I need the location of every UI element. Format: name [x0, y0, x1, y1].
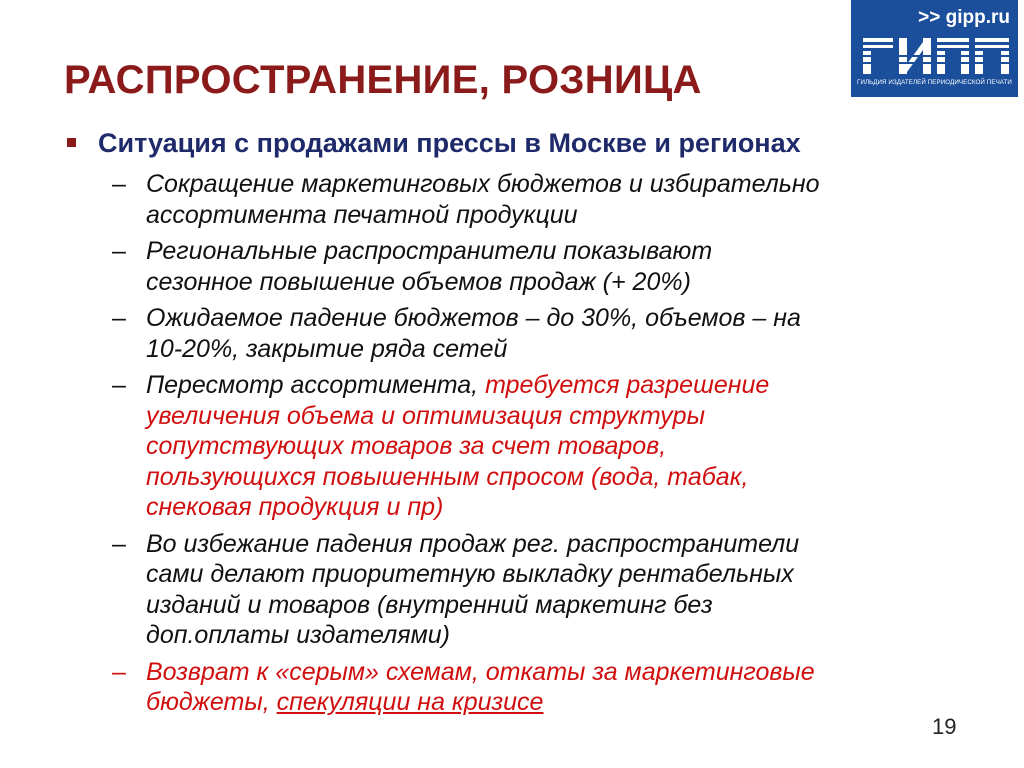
sub-bullet-list — [112, 169, 992, 724]
logo-url-text: >> gipp.ru — [918, 7, 1010, 28]
logo-caption: ГИЛЬДИЯ ИЗДАТЕЛЕЙ ПЕРИОДИЧЕСКОЙ ПЕЧАТИ — [857, 79, 1012, 86]
dash-bullet: – — [112, 657, 126, 686]
sub-item-line: Во избежание падения продаж рег. распространители — [146, 529, 800, 558]
dash-bullet: – — [112, 529, 126, 558]
sub-item-line: бюджеты, — [146, 688, 277, 716]
gipp-logo[interactable] — [851, 0, 1018, 97]
sub-item-line: Ожидаемое падение бюджетов – до 30%, объемов – на — [146, 304, 801, 332]
dash-bullet: – — [112, 170, 126, 198]
sub-item-line: Региональные распространители показывают — [146, 237, 713, 265]
sub-item-highlight: снековая продукция и пр) — [146, 493, 444, 521]
sub-item-highlight: требуется разрешение — [485, 371, 770, 399]
dash-bullet: – — [112, 237, 126, 265]
dash-bullet: – — [112, 304, 126, 332]
bullet-heading — [67, 128, 801, 159]
dash-bullet: – — [112, 371, 126, 399]
sub-item-budget-cuts — [112, 169, 992, 230]
sub-item-highlight: сопутствующих товаров за счет товаров, — [146, 432, 667, 460]
sub-item-line: сами делают приоритетную выкладку рентабельных — [146, 560, 794, 588]
page-number: 19 — [932, 714, 957, 739]
sub-item-line: сезонное повышение объемов продаж (+ 20%) — [146, 267, 691, 296]
sub-item-grey-schemes — [112, 657, 992, 718]
sub-item-line: изданий и товаров (внутренний маркетинг без — [146, 590, 713, 619]
gipp-logo-mark — [863, 38, 1009, 74]
sub-item-assortment-review — [112, 370, 992, 523]
sub-item-line: Возврат к «серым» схемам, откаты за маркетинговые — [146, 657, 815, 686]
bullet-heading-text: Ситуация с продажами прессы в Москве и регионах — [98, 128, 801, 158]
underlined-phrase: спекуляции на кризисе — [276, 688, 544, 716]
sub-item-expected-decline — [112, 303, 992, 364]
sub-item-line: доп.оплаты издателями) — [146, 621, 450, 649]
slide-title: РАСПРОСТРАНЕНИЕ, РОЗНИЦА — [64, 58, 702, 102]
sub-item-line: 10-20%, закрытие ряда сетей — [146, 334, 508, 363]
sub-item-regional-growth — [112, 236, 992, 297]
sub-item-text: Пересмотр ассортимента, — [146, 371, 486, 399]
sub-item-highlight: увеличения объема и оптимизация структуры — [146, 401, 705, 430]
sub-item-line: ассортимента печатной продукции — [146, 200, 578, 229]
sub-item-line: Сокращение маркетинговых бюджетов и избирательно — [146, 170, 820, 198]
sub-item-priority-display — [112, 529, 992, 651]
sub-item-highlight: пользующихся повышенным спросом (вода, табак, — [146, 462, 749, 491]
square-bullet-icon — [67, 138, 76, 147]
